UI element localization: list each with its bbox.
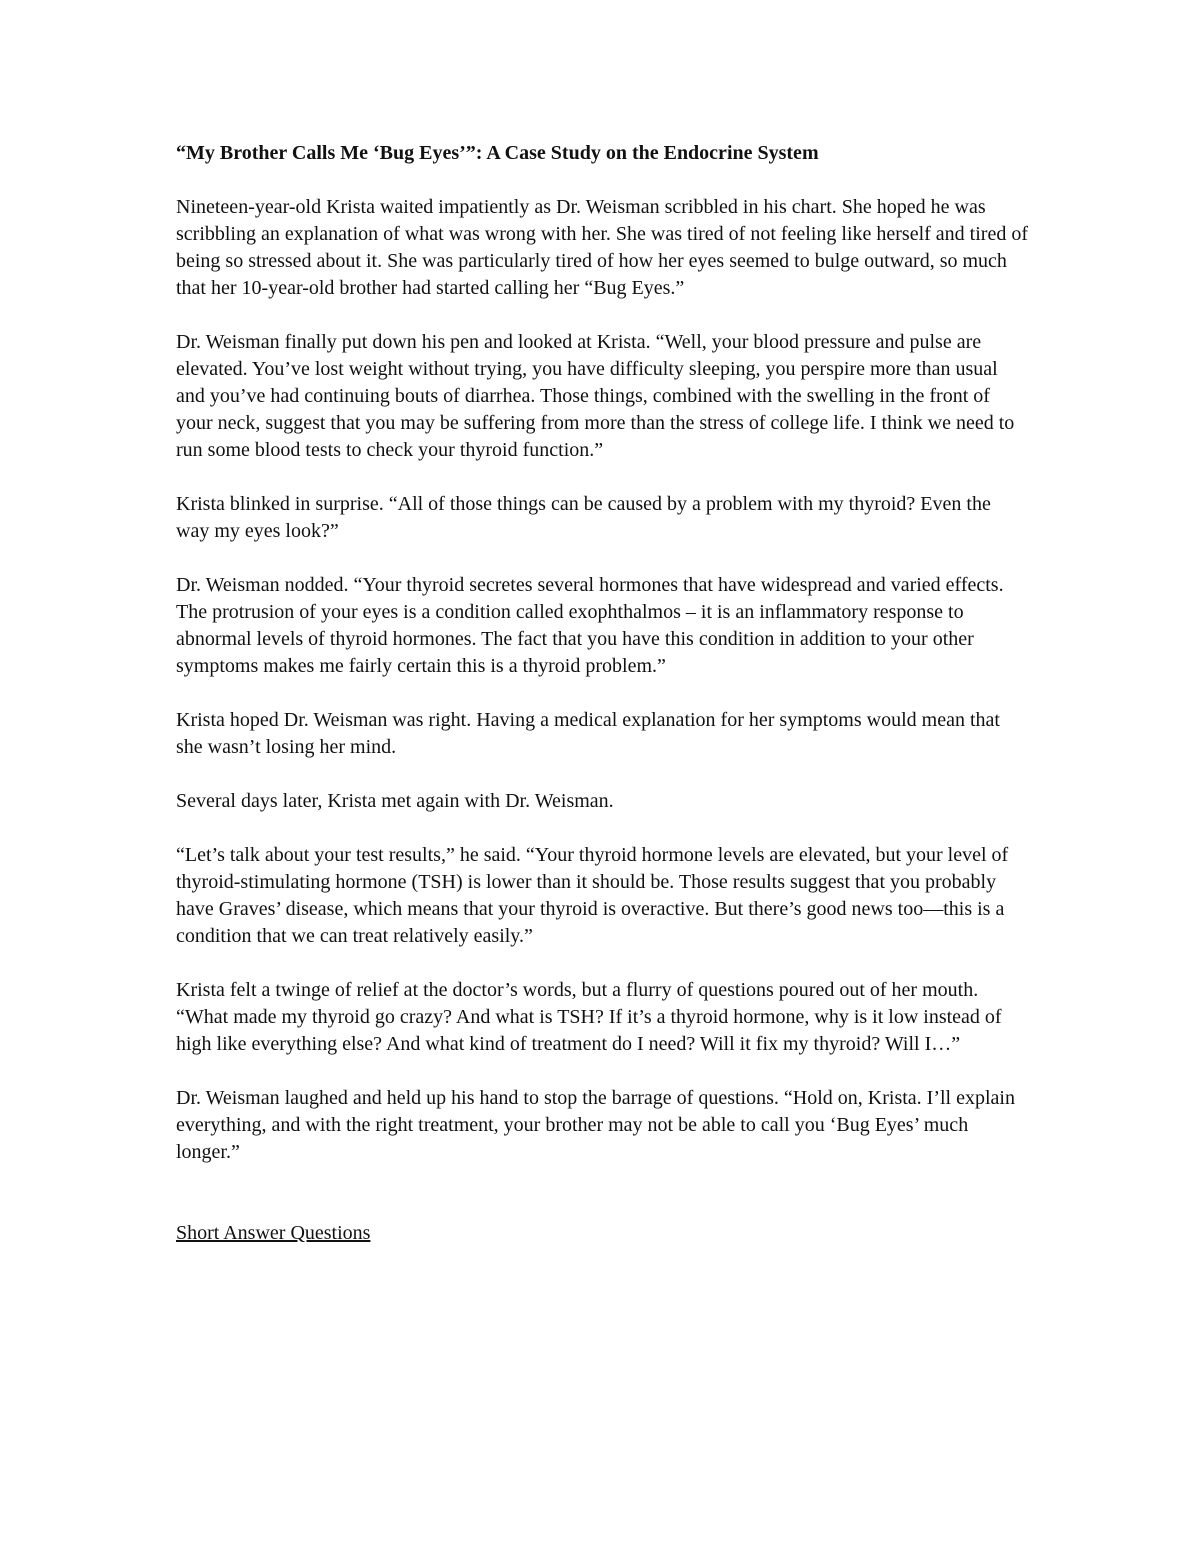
- paragraph-4: Dr. Weisman nodded. “Your thyroid secretes several hormones that have widespread and varied effects. The protrusion of your eyes is a condition called exophthalmos – it is an inflammatory response to abnormal levels of thyroid hormones. The fact that you have this condition in addition to your other symptoms makes me fairly certain this is a thyroid problem.”: [176, 574, 1004, 677]
- paragraph-5: Krista hoped Dr. Weisman was right. Having a medical explanation for her symptoms would mean that she wasn’t losing her mind.: [176, 709, 1000, 758]
- document-title: “My Brother Calls Me ‘Bug Eyes’”: A Case Study on the Endocrine System: [176, 142, 819, 164]
- document-page: [176, 140, 1028, 1274]
- section-heading-short-answer: Short Answer Questions: [176, 1222, 371, 1244]
- paragraph-6: Several days later, Krista met again with Dr. Weisman.: [176, 790, 614, 812]
- paragraph-9: Dr. Weisman laughed and held up his hand to stop the barrage of questions. “Hold on, Krista. I’ll explain everything, and with the right treatment, your brother may not be able to call you ‘Bug Eyes’ much longer.”: [176, 1087, 1015, 1163]
- paragraph-8: Krista felt a twinge of relief at the doctor’s words, but a flurry of questions poured out of her mouth. “What made my thyroid go crazy? And what is TSH? If it’s a thyroid hormone, why is it low instead of high like everything else? And what kind of treatment do I need? Will it fix my thyroid? Will I…”: [176, 979, 1002, 1055]
- paragraph-3: Krista blinked in surprise. “All of those things can be caused by a problem with my thyroid? Even the way my eyes look?”: [176, 493, 991, 542]
- paragraph-7: “Let’s talk about your test results,” he said. “Your thyroid hormone levels are elevated, but your level of thyroid-stimulating hormone (TSH) is lower than it should be. Those results suggest that you probably have Graves’ disease, which means that your thyroid is overactive. But there’s good news too—this is a condition that we can treat relatively easily.”: [176, 844, 1009, 947]
- paragraph-2: Dr. Weisman finally put down his pen and looked at Krista. “Well, your blood pressure and pulse are elevated. You’ve lost weight without trying, you have difficulty sleeping, you perspire more than usual and you’ve had continuing bouts of diarrhea. Those things, combined with the swelling in the front of your neck, suggest that you may be suffering from more than the stress of college life. I think we need to run some blood tests to check your thyroid function.”: [176, 331, 1015, 461]
- paragraph-1: Nineteen-year-old Krista waited impatiently as Dr. Weisman scribbled in his chart. She hoped he was scribbling an explanation of what was wrong with her. She was tired of not feeling like herself and tired of being so stressed about it. She was particularly tired of how her eyes seemed to bulge outward, so much that her 10-year-old brother had started calling her “Bug Eyes.”: [176, 196, 1028, 299]
